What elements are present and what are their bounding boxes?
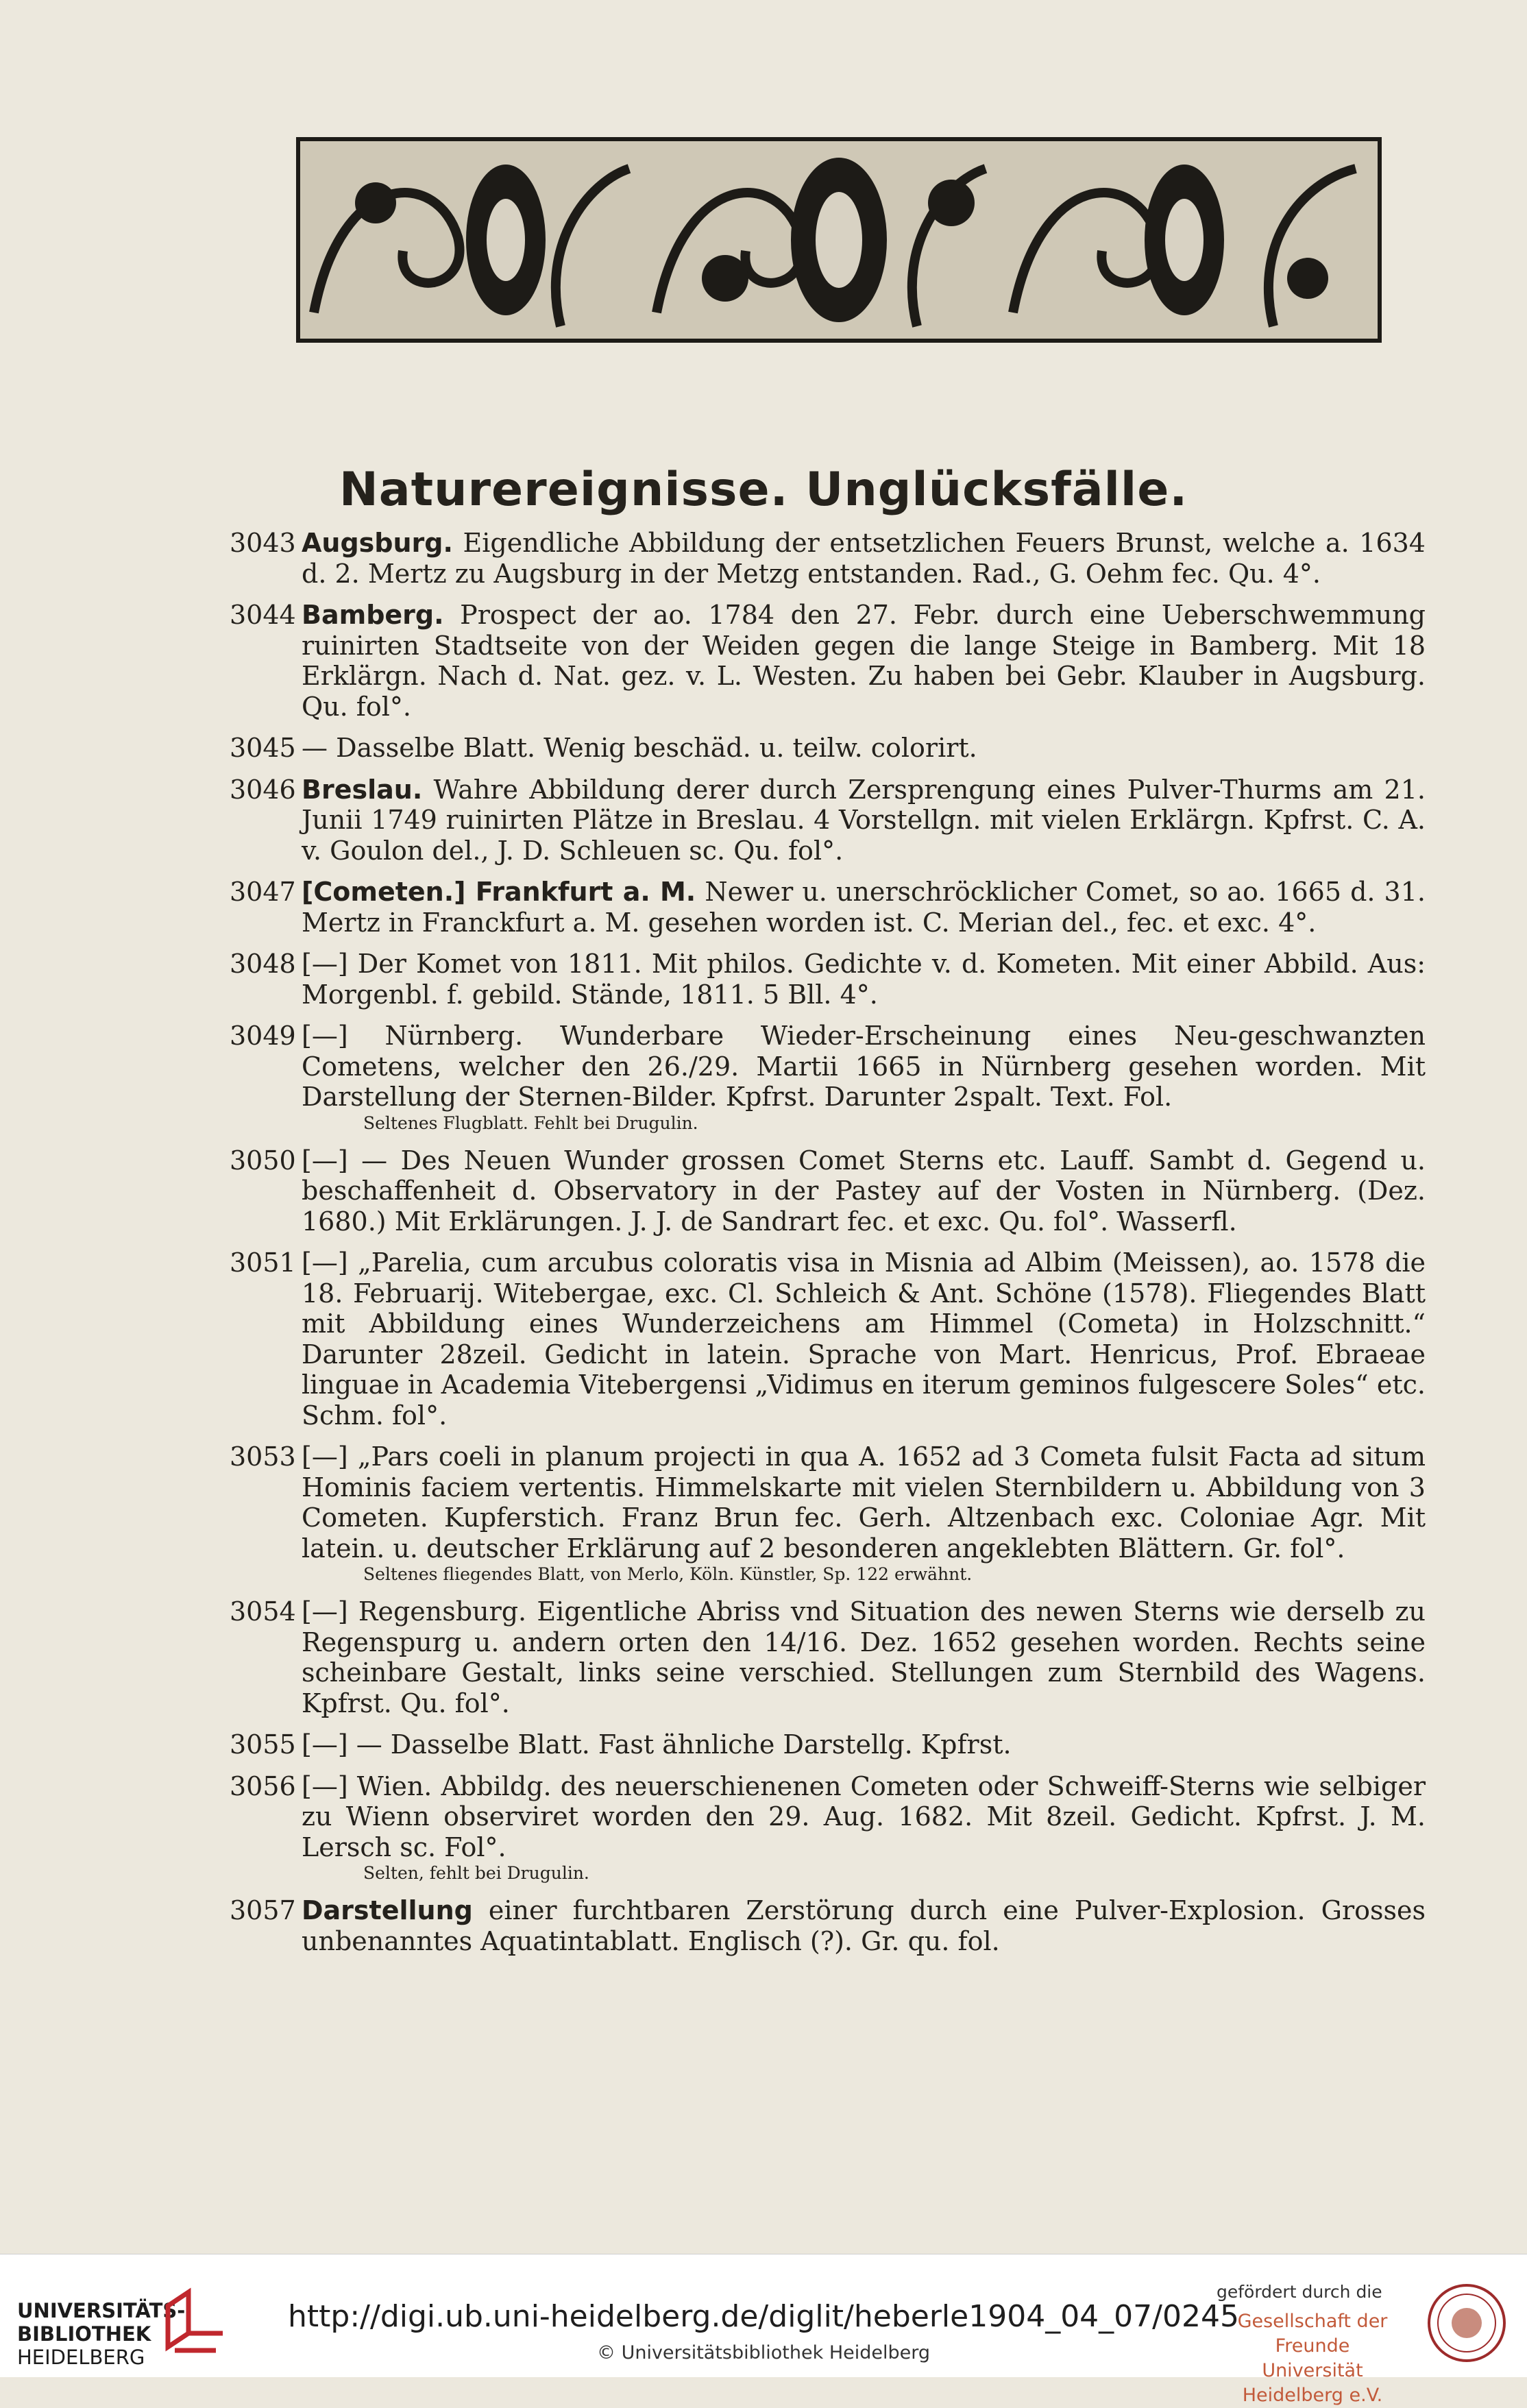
permalink-url[interactable]: http://digi.ub.uni-heidelberg.de/diglit/heberle1904_04_07/0245 — [288, 2299, 1239, 2334]
entry-number: 3051 — [230, 1248, 296, 1278]
catalog-entry — [206, 528, 1426, 589]
entry-number: 3043 — [230, 528, 296, 558]
entry-heading: [Cometen.] Frankfurt a. M. — [302, 877, 696, 907]
entry-note: Seltenes Flugblatt. Fehlt bei Drugulin. — [363, 1112, 698, 1133]
society-seal-icon — [1426, 2282, 1508, 2364]
copyright-notice: © Universitätsbibliothek Heidelberg — [596, 2342, 930, 2363]
catalog-entry — [206, 1145, 1426, 1237]
catalog-entry — [206, 775, 1426, 866]
entry-number: 3050 — [230, 1145, 296, 1176]
entry-description: Prospect der ao. 1784 den 27. Febr. durch eine Ueberschwemmung ruinirten Stadtseite von der Weiden gegen die lange Steige in Bamberg. Mit 18 Erklärgn. Nach d. Nat. gez. v. L. Westen. Zu haben bei Gebr. Klauber in Augsburg. Qu. fol°. — [302, 600, 1426, 722]
entry-number: 3045 — [230, 733, 296, 763]
entry-description: [—] „Pars coeli in planum projecti in qua A. 1652 ad 3 Cometa fulsit Facta ad situm Hominis faciem vertentis. Himmelskarte mit vielen Sternbildern u. Abbildung von 3 Cometen. Kupferstich. Franz Brun fec. Gerh. Altzenbach exc. Coloniae Agr. Mit latein. u. deutscher Erklärung auf 2 besonderen angeklebten Blättern. Gr. fol°. — [302, 1442, 1426, 1564]
entry-description: [—] — Des Neuen Wunder grossen Comet Sterns etc. Lauff. Sambt d. Gegend u. beschaffenheit d. Observatory in der Pastey auf der Vosten in Nürnberg. (Dez. 1680.) Mit Erklärungen. J. J. de Sandrart fec. et exc. Qu. fol°. Wasserfl. — [302, 1145, 1426, 1237]
entry-number: 3046 — [230, 774, 296, 805]
entry-description: Wahre Abbildung derer durch Zersprengung eines Pulver-Thurms am 21. Junii 1749 ruinirten Plätze in Breslau. 4 Vorstellgn. mit vielen Erklärgn. Kpfrst. C. A. v. Goulon del., J. D. Schleuen sc. Qu. fol°. — [302, 774, 1426, 866]
section-title: Naturereignisse. Unglücksfälle. — [339, 463, 1188, 517]
entry-number: 3055 — [230, 1729, 296, 1760]
catalog-entry — [206, 1771, 1426, 1885]
entry-description: — Dasselbe Blatt. Wenig beschäd. u. teilw. colorirt. — [302, 733, 977, 763]
library-name-line: BIBLIOTHEK — [17, 2322, 151, 2346]
entry-heading: Bamberg. — [302, 600, 444, 630]
entry-note: Seltenes fliegendes Blatt, von Merlo, Köln. Künstler, Sp. 122 erwähnt. — [363, 1564, 973, 1584]
entry-number: 3048 — [230, 949, 296, 979]
entry-description: [—] Regensburg. Eigentliche Abriss vnd Situation des newen Sterns wie derselb zu Regenspurg u. andern orten den 14/16. Dez. 1652 gesehen worden. Rechts seine scheinbare Gestalt, links seine verschied. Stellungen zum Sternbild des Wagens. Kpfrst. Qu. fol°. — [302, 1596, 1426, 1718]
entry-description: [—] Der Komet von 1811. Mit philos. Gedichte v. d. Kometen. Mit einer Abbild. Aus: Morgenbl. f. gebild. Stände, 1811. 5 Bll. 4°. — [302, 949, 1426, 1010]
entry-description: [—] Nürnberg. Wunderbare Wieder-Erscheinung eines Neu-geschwanzten Cometens, welcher den 26./29. Martii 1665 in Nürnberg gesehen worden. Mit Darstellung der Sternen-Bilder. Kpfrst. Darunter 2spalt. Text. Fol. — [302, 1021, 1426, 1112]
catalog-entry — [206, 949, 1426, 1010]
catalog-entry-list — [206, 528, 1426, 1967]
catalog-entry — [206, 1021, 1426, 1134]
sponsor-name — [1210, 2309, 1415, 2408]
library-name-line: HEIDELBERG — [17, 2346, 145, 2369]
entry-number: 3049 — [230, 1021, 296, 1051]
catalog-entry — [206, 1442, 1426, 1585]
entry-description: [—] — Dasselbe Blatt. Fast ähnliche Darstellg. Kpfrst. — [302, 1729, 1012, 1760]
entry-number: 3057 — [230, 1895, 296, 1925]
entry-heading: Breslau. — [302, 774, 423, 805]
entry-number: 3047 — [230, 877, 296, 907]
entry-description: [—] „Parelia, cum arcubus coloratis visa in Misnia ad Albim (Meissen), ao. 1578 die 18. Februarij. Witebergae, exc. Cl. Schleich & Ant. Schöne (1578). Fliegendes Blatt mit Abbildung eines Wunderzeichens am Himmel (Cometa) in Holzschnitt.“ Darunter 28zeil. Gedicht in latein. Sprache von Mart. Henricus, Prof. Ebraeae linguae in Academia Vitebergensi „Vidimus en iterum geminos fulgescere Soles“ etc. Schm. fol°. — [302, 1248, 1426, 1431]
catalog-entry — [206, 1248, 1426, 1431]
sponsor-name-line: Gesellschaft der Freunde — [1237, 2311, 1388, 2357]
entry-number: 3053 — [230, 1442, 296, 1472]
library-name-line: UNIVERSITÄTS- — [17, 2299, 186, 2322]
ornament-foliage-icon — [300, 141, 1378, 339]
entry-heading: Darstellung — [302, 1895, 473, 1925]
entry-description: einer furchtbaren Zerstörung durch eine Pulver-Explosion. Grosses unbenanntes Aquatintablatt. Englisch (?). Gr. qu. fol. — [302, 1895, 1426, 1956]
entry-description: [—] Wien. Abbildg. des neuerschienenen Cometen oder Schweiff-Sterns wie selbiger zu Wienn observiret worden den 29. Aug. 1682. Mit 8zeil. Gedicht. Kpfrst. J. M. Lersch sc. Fol°. — [302, 1771, 1426, 1862]
entry-note: Selten, fehlt bei Drugulin. — [363, 1863, 589, 1883]
entry-number: 3056 — [230, 1771, 296, 1801]
catalog-entry — [206, 1729, 1426, 1760]
decorative-woodcut-border — [296, 137, 1382, 343]
digital-library-footer — [0, 2254, 1527, 2406]
entry-number: 3054 — [230, 1596, 296, 1627]
entry-number: 3044 — [230, 600, 296, 630]
sponsor-label: gefördert durch die — [1217, 2282, 1382, 2302]
catalog-entry — [206, 1596, 1426, 1718]
sponsor-name-line: Universität Heidelberg e.V. — [1242, 2360, 1383, 2406]
catalog-entry — [206, 1895, 1426, 1956]
entry-description: Eigendliche Abbildung der entsetzlichen Feuers Brunst, welche a. 1634 d. 2. Mertz zu Augsburg in der Metzg entstanden. Rad., G. Oehm fec. Qu. 4°. — [302, 528, 1426, 589]
entry-heading: Augsburg. — [302, 528, 453, 558]
catalog-entry — [206, 733, 1426, 764]
catalog-entry — [206, 877, 1426, 938]
entry-description: Newer u. unerschröcklicher Comet, so ao. 1665 d. 31. Mertz in Franckfurt a. M. gesehen worden ist. C. Merian del., fec. et exc. 4°. — [302, 877, 1426, 938]
catalog-entry — [206, 600, 1426, 722]
